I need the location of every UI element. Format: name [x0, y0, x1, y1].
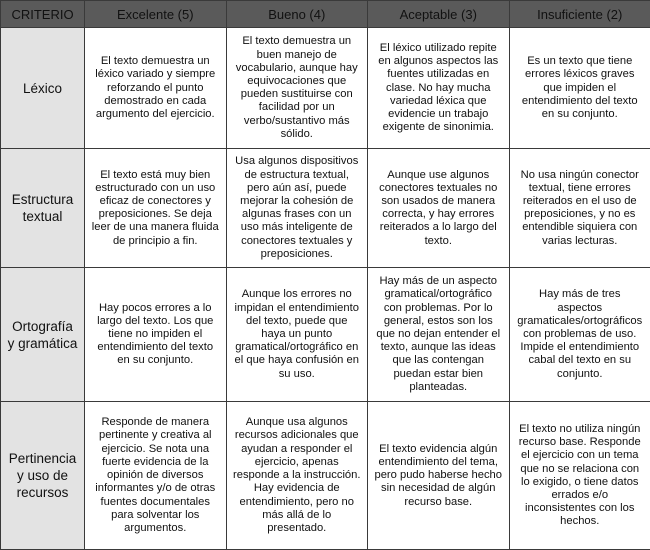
header-row: [1, 1, 650, 28]
header-excelente: Excelente (5): [85, 1, 227, 28]
rubric-cell: El texto demuestra un buen manejo de vocabulario, aunque hay equivocaciones que pueden sustituirse con facilidad por un verbo/sustantivo más sólido.: [226, 28, 368, 149]
rubric-cell: El texto no utiliza ningún recurso base. Responde el ejercicio con un tema que no se relaciona con lo exigido, o tiene datos errados e/o inconsistentes con los hechos.: [509, 402, 650, 550]
rubric-cell: Es un texto que tiene errores léxicos graves que impiden el entendimiento del texto en su conjunto.: [509, 28, 650, 149]
criterion-label: Ortografía y gramática: [1, 267, 85, 402]
rubric-cell: Responde de manera pertinente y creativa al ejercicio. Se nota una fuerte evidencia de la opinión de diversos informantes y/o de otras fuentes documentales para solventar los argumentos.: [85, 402, 227, 550]
rubric-cell: El texto demuestra un léxico variado y siempre reforzando el punto demostrado en cada argumento del ejercicio.: [85, 28, 227, 149]
row-ortografia-gramatica: [1, 267, 650, 402]
header-bueno: Bueno (4): [226, 1, 368, 28]
rubric-cell: No usa ningún conector textual, tiene errores reiterados en el uso de preposiciones, y no es entendible siquiera con varias lecturas.: [509, 149, 650, 267]
rubric-cell: Aunque use algunos conectores textuales no son usados de manera correcta, y hay errores reiterados a lo largo del texto.: [368, 149, 510, 267]
rubric-cell: Aunque los errores no impidan el entendimiento del texto, puede que haya un punto gramatical/ortográfico en el que haya confusión en su uso.: [226, 267, 368, 402]
rubric-cell: El texto evidencia algún entendimiento del tema, pero pudo haberse hecho sin necesidad de algún recurso base.: [368, 402, 510, 550]
rubric-cell: Hay más de un aspecto gramatical/ortográfico con problemas. Por lo general, estos son los que no dejan entender el texto, aunque las ideas que las contengan puedan estar bien planteadas.: [368, 267, 510, 402]
header-criterio: CRITERIO: [1, 1, 85, 28]
criterion-label: Estructura textual: [1, 149, 85, 267]
rubric-cell: El léxico utilizado repite en algunos aspectos las fuentes utilizadas en clase. No hay mucha variedad léxica que evidencie un trabajo exigente de sinonimia.: [368, 28, 510, 149]
criterion-label: Pertinencia y uso de recursos: [1, 402, 85, 550]
row-pertinencia-recursos: [1, 402, 650, 550]
header-insuficiente: Insuficiente (2): [509, 1, 650, 28]
criterion-label: Léxico: [1, 28, 85, 149]
row-lexico: [1, 28, 650, 149]
rubric-cell: El texto está muy bien estructurado con un uso eficaz de conectores y preposiciones. Se deja leer de una manera fluida de principio a fin.: [85, 149, 227, 267]
rubric-cell: Hay pocos errores a lo largo del texto. Los que tiene no impiden el entendimiento del texto en su conjunto.: [85, 267, 227, 402]
rubric-cell: Usa algunos dispositivos de estructura textual, pero aún así, puede mejorar la cohesión de algunas frases con un uso más inteligente de conectores textuales y preposiciones.: [226, 149, 368, 267]
row-estructura-textual: [1, 149, 650, 267]
header-aceptable: Aceptable (3): [368, 1, 510, 28]
rubric-cell: Hay más de tres aspectos gramaticales/ortográficos con problemas de uso. Impide el entendimiento cabal del texto en su conjunto.: [509, 267, 650, 402]
rubric-cell: Aunque usa algunos recursos adicionales que ayudan a responder el ejercicio, apenas responde a la instrucción. Hay evidencia de entendimiento, pero no más allá de lo presentado.: [226, 402, 368, 550]
